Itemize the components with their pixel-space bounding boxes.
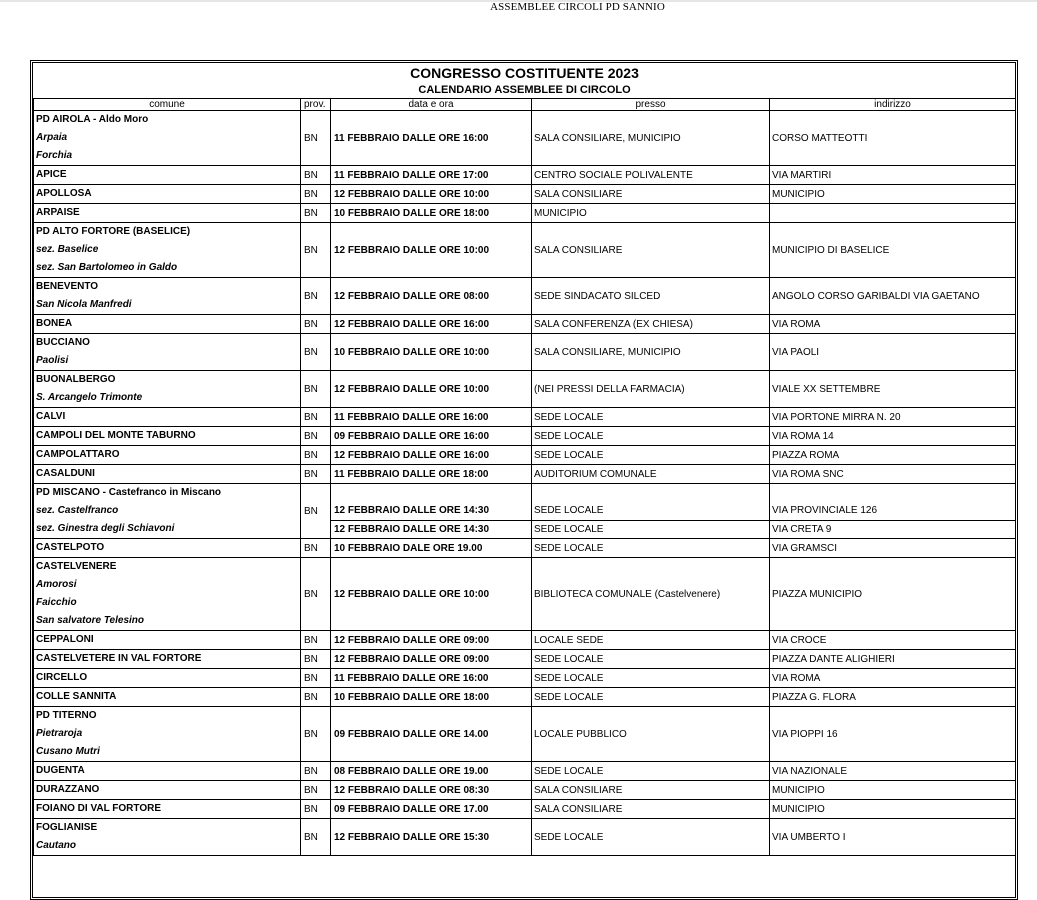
cell-presso: SEDE LOCALE [532, 427, 770, 446]
table-row [34, 762, 1016, 781]
cell-data: 12 FEBBRAIO DALLE ORE 10:00 [331, 371, 532, 408]
calendar-table [33, 63, 1016, 856]
comune-sub-label: Pietraroja [36, 728, 83, 739]
cell-presso: (NEI PRESSI DELLA FARMACIA) [532, 371, 770, 408]
column-header-comune: comune [34, 99, 301, 111]
table-row [34, 781, 1016, 800]
cell-presso: SALA CONSILIARE, MUNICIPIO [532, 111, 770, 166]
cell-indirizzo: VIA ROMA [770, 315, 1016, 334]
cell-data: 12 FEBBRAIO DALLE ORE 16:00 [331, 446, 532, 465]
cell-comune-sub: sez. Castelfranco [34, 502, 301, 520]
cell-comune: PD AIROLA - Aldo Moro Arpaia Forchia [34, 111, 301, 166]
cell-comune: PD TITERNO Pietraroja Cusano Mutri [34, 707, 301, 762]
cell-comune-sub: sez. Ginestra degli Schiavoni [34, 520, 301, 539]
cell-presso: LOCALE PUBBLICO [532, 707, 770, 762]
cell-prov: BN [301, 315, 331, 334]
cell-comune: DURAZZANO [34, 781, 301, 800]
table-body-second [34, 539, 1016, 856]
cell-comune: BENEVENTO San Nicola Manfredi [34, 278, 301, 315]
comune-sub-label: Amorosi [36, 579, 77, 590]
cell-prov: BN [301, 539, 331, 558]
cell-indirizzo: VIA PIOPPI 16 [770, 707, 1016, 762]
table-row [34, 484, 1016, 503]
cell-comune: FOGLIANISE Cautano [34, 819, 301, 856]
cell-comune: FOIANO DI VAL FORTORE [34, 800, 301, 819]
cell-presso: SEDE LOCALE [532, 669, 770, 688]
cell-comune: ARPAISE [34, 204, 301, 223]
cell-prov: BN [301, 688, 331, 707]
cell-indirizzo: PIAZZA MUNICIPIO [770, 558, 1016, 631]
table-row [34, 204, 1016, 223]
cell-indirizzo: PIAZZA DANTE ALIGHIERI [770, 650, 1016, 669]
cell-data: 10 FEBBRAIO DALLE ORE 18:00 [331, 688, 532, 707]
cell-indirizzo: CORSO MATTEOTTI [770, 111, 1016, 166]
comune-sub-label: Forchia [36, 150, 73, 161]
cell-indirizzo: VIA PROVINCIALE 126 [770, 502, 1016, 520]
cell-prov: BN [301, 819, 331, 856]
table-row [34, 688, 1016, 707]
cell-comune: CASALDUNI [34, 465, 301, 484]
table-row [34, 334, 1016, 371]
cell-data: 12 FEBBRAIO DALLE ORE 09:00 [331, 631, 532, 650]
cell-comune: CAMPOLI DEL MONTE TABURNO [34, 427, 301, 446]
document-title: ASSEMBLEE CIRCOLI PD SANNIO [490, 1, 665, 13]
cell-data: 11 FEBBRAIO DALLE ORE 16:00 [331, 669, 532, 688]
cell-indirizzo: VIA GRAMSCI [770, 539, 1016, 558]
cell-prov: BN [301, 650, 331, 669]
cell-prov: BN [301, 669, 331, 688]
cell-data: 12 FEBBRAIO DALLE ORE 15:30 [331, 819, 532, 856]
cell-presso: SEDE LOCALE [532, 539, 770, 558]
cell-data: 11 FEBBRAIO DALLE ORE 16:00 [331, 111, 532, 166]
calendar-table-frame [30, 60, 1018, 900]
table-title: CONGRESSO COSTITUENTE 2023 [410, 65, 639, 81]
comune-sub-label: San salvatore Telesino [36, 615, 145, 626]
cell-indirizzo: VIA ROMA 14 [770, 427, 1016, 446]
cell-comune: APOLLOSA [34, 185, 301, 204]
table-row [34, 185, 1016, 204]
column-header-indirizzo: indirizzo [770, 99, 1016, 111]
cell-prov: BN [301, 223, 331, 278]
cell-prov: BN [301, 204, 331, 223]
comune-sub-label: San Nicola Manfredi [36, 299, 132, 310]
cell-presso: SALA CONFERENZA (EX CHIESA) [532, 315, 770, 334]
cell-presso: SALA CONSILIARE, MUNICIPIO [532, 334, 770, 371]
cell-data: 11 FEBBRAIO DALLE ORE 17:00 [331, 166, 532, 185]
cell-prov: BN [301, 465, 331, 484]
cell-data: 10 FEBBRAIO DALLE ORE 10:00 [331, 334, 532, 371]
cell-comune: BUONALBERGO S. Arcangelo Trimonte [34, 371, 301, 408]
cell-data: 11 FEBBRAIO DALLE ORE 16:00 [331, 408, 532, 427]
cell-data: 09 FEBBRAIO DALLE ORE 14.00 [331, 707, 532, 762]
comune-sub-label: Cautano [36, 840, 76, 851]
cell-presso: SALA CONSILIARE [532, 185, 770, 204]
cell-presso: SALA CONSILIARE [532, 800, 770, 819]
table-row [34, 408, 1016, 427]
table-row [34, 558, 1016, 631]
table-row [34, 800, 1016, 819]
table-row [34, 819, 1016, 856]
cell-comune: DUGENTA [34, 762, 301, 781]
cell-prov: BN [301, 111, 331, 166]
cell-presso: SALA CONSILIARE [532, 223, 770, 278]
cell-prov: BN [301, 334, 331, 371]
table-row [34, 223, 1016, 278]
table-row [34, 707, 1016, 762]
cell-indirizzo: VIA ROMA [770, 669, 1016, 688]
table-row [34, 465, 1016, 484]
cell-presso: SALA CONSILIARE [532, 781, 770, 800]
cell-prov: BN [301, 278, 331, 315]
comune-sub-label: S. Arcangelo Trimonte [36, 392, 143, 403]
cell-indirizzo: MUNICIPIO [770, 185, 1016, 204]
cell-comune: PD MISCANO - Castefranco in Miscano [34, 484, 301, 503]
table-row [34, 111, 1016, 166]
cell-presso: BIBLIOTECA COMUNALE (Castelvenere) [532, 558, 770, 631]
cell-comune: CASTELPOTO [34, 539, 301, 558]
cell-comune: CASTELVETERE IN VAL FORTORE [34, 650, 301, 669]
cell-prov: BN [301, 185, 331, 204]
cell-indirizzo: MUNICIPIO [770, 800, 1016, 819]
cell-comune: CALVI [34, 408, 301, 427]
table-row [34, 539, 1016, 558]
comune-sub-label: Faicchio [36, 597, 77, 608]
cell-presso: MUNICIPIO [532, 204, 770, 223]
cell-data: 12 FEBBRAIO DALLE ORE 08:00 [331, 278, 532, 315]
cell-data: 09 FEBBRAIO DALLE ORE 16:00 [331, 427, 532, 446]
cell-indirizzo: VIA PAOLI [770, 334, 1016, 371]
cell-prov: BN [301, 427, 331, 446]
cell-prov: BN [301, 707, 331, 762]
cell-prov: BN [301, 371, 331, 408]
cell-indirizzo: VIA CRETA 9 [770, 520, 1016, 539]
cell-presso: SEDE LOCALE [532, 520, 770, 539]
cell-prov: BN [301, 502, 331, 520]
cell-presso: LOCALE SEDE [532, 631, 770, 650]
cell-indirizzo: VIA NAZIONALE [770, 762, 1016, 781]
cell-indirizzo: MUNICIPIO [770, 781, 1016, 800]
cell-comune: APICE [34, 166, 301, 185]
cell-presso: CENTRO SOCIALE POLIVALENTE [532, 166, 770, 185]
cell-indirizzo [770, 204, 1016, 223]
table-body-miscano [34, 484, 1016, 539]
table-row [34, 278, 1016, 315]
cell-presso: SEDE LOCALE [532, 688, 770, 707]
cell-comune: BUCCIANO Paolisi [34, 334, 301, 371]
table-row [34, 669, 1016, 688]
table-row [34, 502, 1016, 520]
cell-indirizzo: VIA ROMA SNC [770, 465, 1016, 484]
cell-indirizzo: PIAZZA G. FLORA [770, 688, 1016, 707]
cell-presso: SEDE LOCALE [532, 650, 770, 669]
comune-sub-label: Paolisi [36, 355, 69, 366]
column-header-presso: presso [532, 99, 770, 111]
cell-indirizzo: VIA PORTONE MIRRA N. 20 [770, 408, 1016, 427]
table-row [34, 371, 1016, 408]
table-row [34, 631, 1016, 650]
cell-comune: COLLE SANNITA [34, 688, 301, 707]
cell-indirizzo: VIA CROCE [770, 631, 1016, 650]
cell-data: 12 FEBBRAIO DALLE ORE 14:30 [331, 520, 532, 539]
cell-prov: BN [301, 166, 331, 185]
cell-prov: BN [301, 446, 331, 465]
table-row [34, 166, 1016, 185]
cell-prov: BN [301, 781, 331, 800]
cell-prov: BN [301, 558, 331, 631]
cell-indirizzo: VIA UMBERTO I [770, 819, 1016, 856]
cell-presso: SEDE LOCALE [532, 408, 770, 427]
cell-data: 08 FEBBRAIO DALLE ORE 19.00 [331, 762, 532, 781]
comune-sub-label: Cusano Mutri [36, 746, 100, 757]
cell-prov: BN [301, 631, 331, 650]
cell-data: 12 FEBBRAIO DALLE ORE 10:00 [331, 223, 532, 278]
cell-comune: CEPPALONI [34, 631, 301, 650]
cell-indirizzo: PIAZZA ROMA [770, 446, 1016, 465]
cell-data: 12 FEBBRAIO DALLE ORE 16:00 [331, 315, 532, 334]
cell-presso: SEDE LOCALE [532, 502, 770, 520]
comune-sub-label: Arpaia [36, 132, 68, 143]
cell-presso: SEDE SINDACATO SILCED [532, 278, 770, 315]
cell-data: 11 FEBBRAIO DALLE ORE 18:00 [331, 465, 532, 484]
cell-prov: BN [301, 762, 331, 781]
table-row [34, 446, 1016, 465]
cell-presso: SEDE LOCALE [532, 762, 770, 781]
cell-data: 12 FEBBRAIO DALLE ORE 09:00 [331, 650, 532, 669]
cell-data: 10 FEBBRAIO DALE ORE 19.00 [331, 539, 532, 558]
cell-comune: CAMPOLATTARO [34, 446, 301, 465]
cell-indirizzo: ANGOLO CORSO GARIBALDI VIA GAETANO [770, 278, 1016, 315]
comune-sub-label: sez. Baselice [36, 244, 99, 255]
cell-prov: BN [301, 408, 331, 427]
cell-indirizzo: VIA MARTIRI [770, 166, 1016, 185]
cell-presso: SEDE LOCALE [532, 446, 770, 465]
table-row [34, 520, 1016, 539]
cell-data: 10 FEBBRAIO DALLE ORE 18:00 [331, 204, 532, 223]
table-subtitle: CALENDARIO ASSEMBLEE DI CIRCOLO [418, 84, 631, 96]
cell-presso: AUDITORIUM COMUNALE [532, 465, 770, 484]
cell-comune: BONEA [34, 315, 301, 334]
table-body-first [34, 111, 1016, 484]
cell-data: 12 FEBBRAIO DALLE ORE 14:30 [331, 502, 532, 520]
cell-indirizzo: VIALE XX SETTEMBRE [770, 371, 1016, 408]
cell-presso: SEDE LOCALE [532, 819, 770, 856]
cell-data: 12 FEBBRAIO DALLE ORE 10:00 [331, 558, 532, 631]
column-header-data: data e ora [331, 99, 532, 111]
cell-comune: CASTELVENERE Amorosi Faicchio San salvatore Telesino [34, 558, 301, 631]
cell-data: 12 FEBBRAIO DALLE ORE 10:00 [331, 185, 532, 204]
cell-comune: CIRCELLO [34, 669, 301, 688]
cell-data: 09 FEBBRAIO DALLE ORE 17.00 [331, 800, 532, 819]
table-row [34, 427, 1016, 446]
cell-indirizzo: MUNICIPIO DI BASELICE [770, 223, 1016, 278]
comune-sub-label: sez. San Bartolomeo in Galdo [36, 262, 178, 273]
cell-data: 12 FEBBRAIO DALLE ORE 08:30 [331, 781, 532, 800]
table-row [34, 315, 1016, 334]
column-header-prov: prov. [301, 99, 331, 111]
cell-prov: BN [301, 800, 331, 819]
table-row [34, 650, 1016, 669]
cell-comune: PD ALTO FORTORE (BASELICE) sez. Baselice sez. San Bartolomeo in Galdo [34, 223, 301, 278]
